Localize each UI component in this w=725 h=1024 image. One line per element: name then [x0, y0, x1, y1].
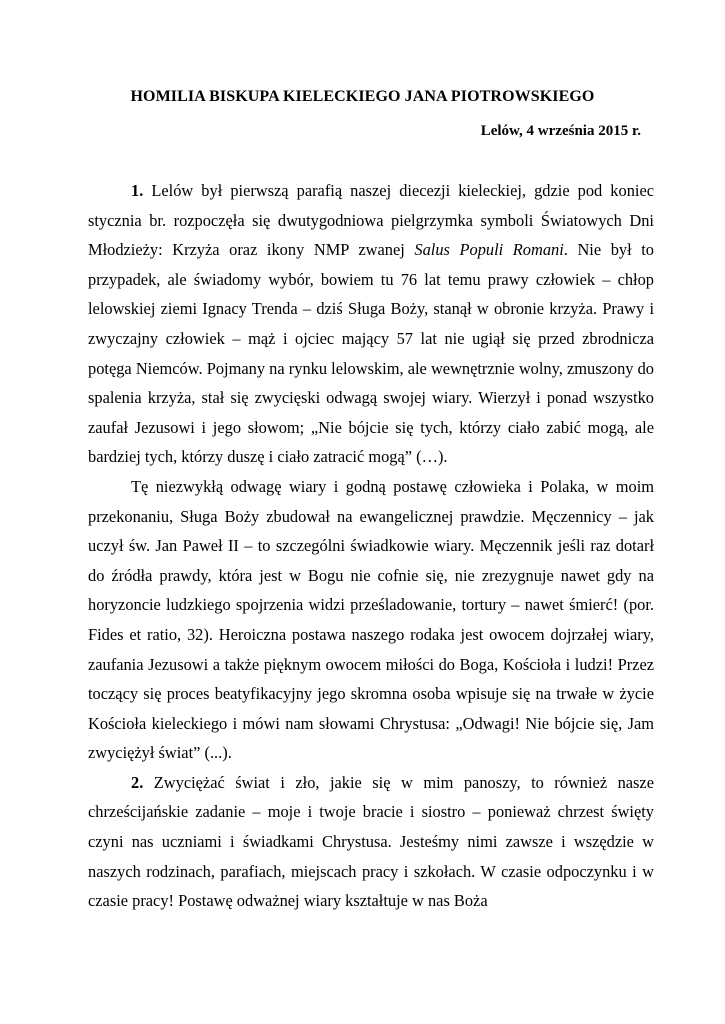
paragraph-number: 1.: [131, 181, 144, 200]
paragraph-1: [88, 176, 654, 472]
document-title: HOMILIA BISKUPA KIELECKIEGO JANA PIOTROWSKIEGO: [130, 88, 595, 105]
paragraph-text: Zwyciężać świat i zło, jakie się w mim panoszy, to również nasze chrześcijańskie zadanie – moje i twoje bracie i siostro – ponieważ chrzest święty czyni nas uczniami i świadkami Chrystusa. Jesteśmy nimi zawsze i wszędzie w naszych rodzinach, parafiach, miejscach pracy i szkołach. W czasie odpoczynku i w czasie pracy! Postawę odważnej wiary kształtuje w nas Boża: [88, 772, 654, 911]
paragraph-italic-text: Salus Populi Romani: [414, 240, 564, 260]
paragraph-3: [88, 768, 654, 916]
paragraph-text: Lelów był pierwszą parafią naszej diecezji kieleckiej, gdzie pod koniec stycznia br. rozpoczęła się dwutygodniowa pielgrzymka symboli Światowych Dni Młodzieży: Krzyża oraz ikony NMP zwanej: [88, 181, 654, 260]
paragraph-text: . Nie był to przypadek, ale świadomy wybór, bowiem tu 76 lat temu prawy człowiek – chłop lelowskiej ziemi Ignacy Trenda – dziś Sługa Boży, stanął w obronie krzyża. Prawy i zwyczajny człowiek – mąż i ojciec mający 57 lat nie ugiął się przed zbrodnicza potęga Niemców. Pojmany na rynku lelowskim, ale wewnętrznie wolny, zmuszony do spalenia krzyża, stał się zwycięski odwagą swojej wiary. Wierzył i ponad wszystko zaufał Jezusowi i jego słowom; „Nie bójcie się tych, którzy ciało zabić mogą, ale bardziej tych, którzy duszę i ciało zatracić mogą” (…).: [88, 240, 655, 467]
document-body: [88, 176, 654, 916]
paragraph-number: 2.: [131, 772, 144, 792]
paragraph-2: Tę niezwykłą odwagę wiary i godną postawę człowieka i Polaka, w moim przekonaniu, Sługa Boży zbudował na ewangelicznej prawdzie. Męczennicy – jak uczył św. Jan Paweł II – to szczególni świadkowie wiary. Męczennik jeśli raz dotarł do źródła prawdy, która jest w Bogu nie cofnie się, nie zrezygnuje nawet gdy na horyzoncie ludzkiego spojrzenia widzi prześladowanie, tortury – nawet śmierć! (por. Fides et ratio, 32). Heroiczna postawa naszego rodaka jest owocem dojrzałej wiary, zaufania Jezusowi a także pięknym owocem miłości do Boga, Kościoła i ludzi! Przez toczący się proces beatyfikacyjny jego skromna osoba wpisuje się na trwałe w życie Kościoła kieleckiego i mówi nam słowami Chrystusa: „Odwagi! Nie bójcie się, Jam zwyciężył świat” (...).: [88, 476, 654, 763]
document-date: Lelów, 4 września 2015 r.: [480, 123, 641, 139]
